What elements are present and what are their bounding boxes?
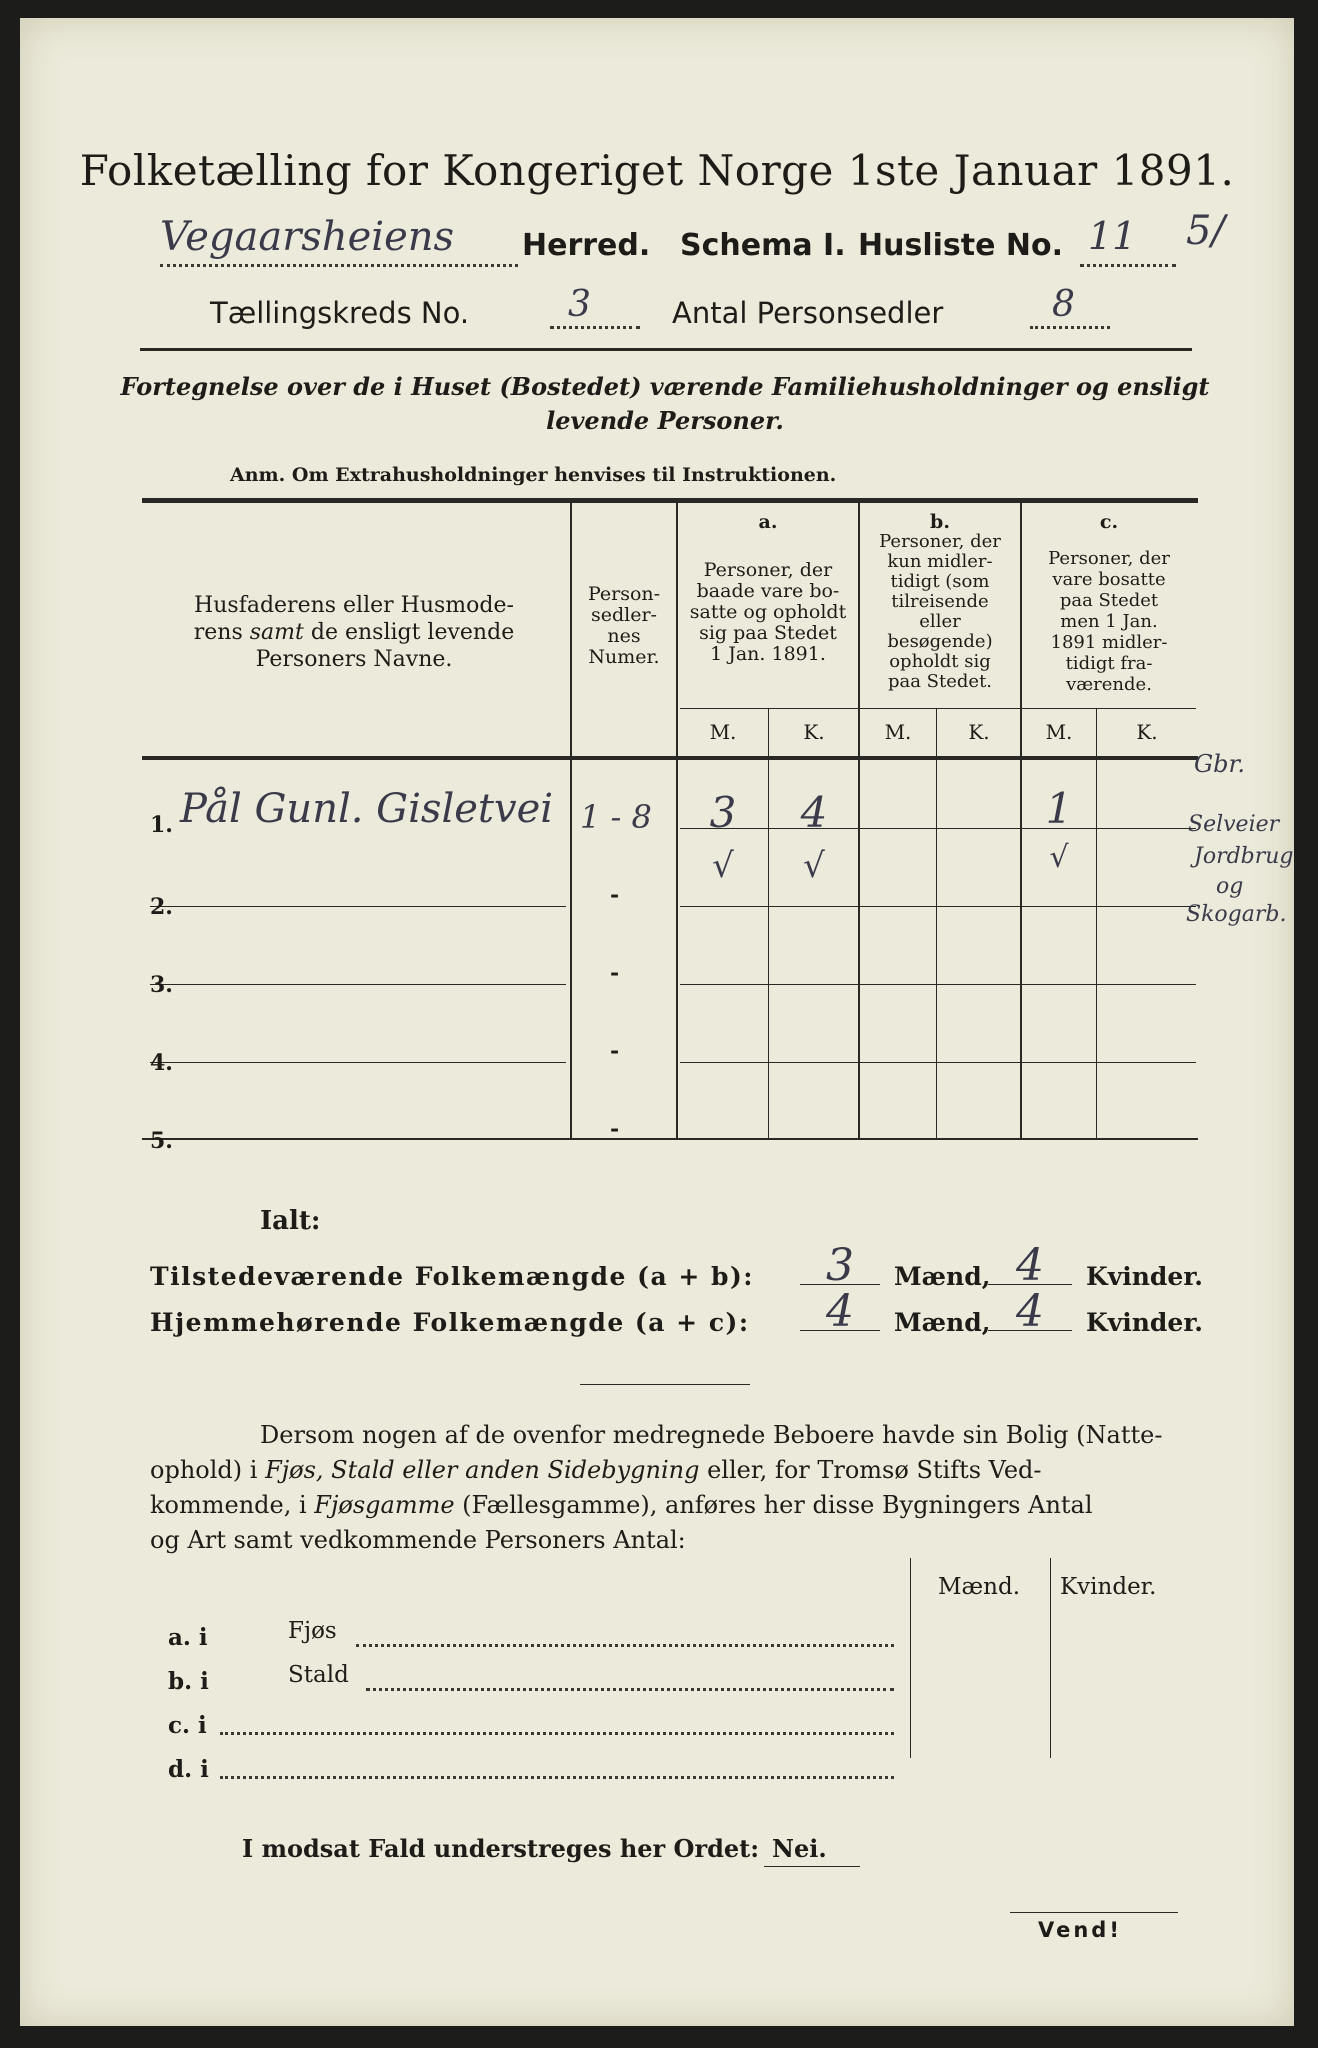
vend-text: Vend! (1038, 1918, 1122, 1942)
schema-label: Schema I. (680, 228, 846, 263)
row-1-name: Pål Gunl. Gisletvei (180, 786, 554, 832)
row-5-sedler: - (610, 1116, 620, 1142)
margin-note-3: Jordbrug (1194, 844, 1294, 869)
building-c-letter: c. i (168, 1712, 207, 1739)
hjemme-maend-label: Mænd, (894, 1308, 991, 1337)
row-1-a-m: 3 (709, 788, 737, 837)
col-names-header: Husfaderens eller Husmode- rens samt de ensligt levende Personers Navne. (193, 593, 515, 672)
row-1-c-m: 1 (1045, 784, 1073, 833)
building-paragraph: Dersom nogen af de ovenfor medregnede Beboere havde sin Bolig (Natte- ophold) i Fjøs, Stald eller anden Sidebygning eller, for Tromsø Stifts Ved- kommende, i Fjøsgamme (Fællesgamme), anføres her disse Bygningers Antal og Art samt vedkommende Personers Antal: (150, 1421, 1163, 1554)
col-b-letter: b. (930, 511, 950, 533)
row-5-num: 5. (150, 1128, 173, 1154)
herred-label: Herred. (522, 228, 651, 263)
personsedler-label: Antal Personsedler (672, 296, 944, 330)
personsedler-value: 8 (1052, 284, 1075, 325)
margin-note-5: Skogarb. (1186, 902, 1287, 927)
col-c-letter: c. (1099, 511, 1119, 533)
margin-note-1: Gbr. (1194, 750, 1245, 778)
row-1-a-k: 4 (800, 788, 828, 837)
row-2-num: 2. (150, 894, 173, 920)
form-title: Folketælling for Kongeriget Norge 1ste Januar 1891. (79, 146, 1235, 195)
hjemme-maend-value: 4 (826, 1286, 854, 1337)
subtitle-line2: levende Personer. (546, 406, 784, 435)
col-sedler-header: Person- sedler- nes Numer. (587, 583, 661, 668)
margin-note-4: og (1216, 874, 1244, 899)
tilstede-maend-label: Mænd, (894, 1262, 991, 1291)
col-b-m: M. (884, 720, 912, 744)
row-3-sedler: - (610, 960, 620, 986)
margin-note-2: Selveier (1188, 812, 1280, 837)
col-b-k: K. (968, 720, 990, 744)
col-a-letter: a. (758, 511, 778, 533)
tilstede-label: Tilstedeværende Folkemængde (a + b): (150, 1262, 755, 1291)
col-a-m: M. (709, 720, 737, 744)
col-a-header: Personer, der baade vare bo- satte og opholdt sig paa Stedet 1 Jan. 1891. (689, 559, 847, 665)
husliste-label: Husliste No. (858, 228, 1063, 263)
buildings-maend-header: Mænd. (938, 1574, 1021, 1600)
col-b-header: Personer, der kun midler- tidigt (som tilreisende eller besøgende) opholdt sig paa Stedet. (879, 531, 1001, 692)
building-d-letter: d. i (168, 1756, 209, 1783)
buildings-kvinder-header: Kvinder. (1060, 1574, 1157, 1600)
building-b-letter: b. i (168, 1668, 209, 1695)
hjemme-label: Hjemmehørende Folkemængde (a + c): (150, 1308, 750, 1337)
row-3-num: 3. (150, 972, 173, 998)
taellingskreds-value: 3 (568, 284, 591, 325)
tilstede-kvinder-value: 4 (1016, 1240, 1044, 1291)
hjemme-kvinder-label: Kvinder. (1086, 1308, 1203, 1337)
herred-handwritten: Vegaarsheiens (160, 214, 455, 260)
row-1-a-k-check: √ (803, 846, 825, 886)
tilstede-maend-value: 3 (826, 1240, 854, 1291)
tilstede-kvinder-label: Kvinder. (1086, 1262, 1203, 1291)
hjemme-kvinder-value: 4 (1016, 1286, 1044, 1337)
row-1-num: 1. (150, 812, 173, 838)
col-a-k: K. (803, 720, 825, 744)
census-form-page (20, 18, 1294, 2026)
husliste-extra: 5/ (1186, 208, 1225, 254)
building-b-label: Stald (288, 1662, 349, 1688)
husliste-value: 11 (1088, 214, 1137, 258)
subtitle-line1: Fortegnelse over de i Huset (Bostedet) værende Familiehusholdninger og ensligt (120, 372, 1210, 401)
row-1-a-m-check: √ (712, 846, 734, 886)
row-1-c-m-check: √ (1049, 840, 1069, 875)
row-2-sedler: - (610, 882, 620, 908)
modsat-text: I modsat Fald understreges her Ordet: (242, 1834, 760, 1863)
row-1-sedler: 1 - 8 (580, 798, 652, 836)
taellingskreds-label: Tællingskreds No. (210, 296, 470, 330)
ialt-label: Ialt: (260, 1206, 321, 1236)
row-4-num: 4. (150, 1050, 173, 1076)
col-c-header: Personer, der vare bosatte paa Stedet men 1 Jan. 1891 midler- tidigt fra- værende. (1048, 548, 1170, 695)
building-a-label: Fjøs (288, 1618, 337, 1644)
col-c-m: M. (1045, 720, 1073, 744)
row-4-sedler: - (610, 1038, 620, 1064)
instruction-note: Anm. Om Extrahusholdninger henvises til Instruktionen. (230, 464, 837, 486)
nei-word: Nei. (772, 1834, 827, 1863)
building-a-letter: a. i (168, 1624, 208, 1651)
col-c-k: K. (1136, 720, 1158, 744)
